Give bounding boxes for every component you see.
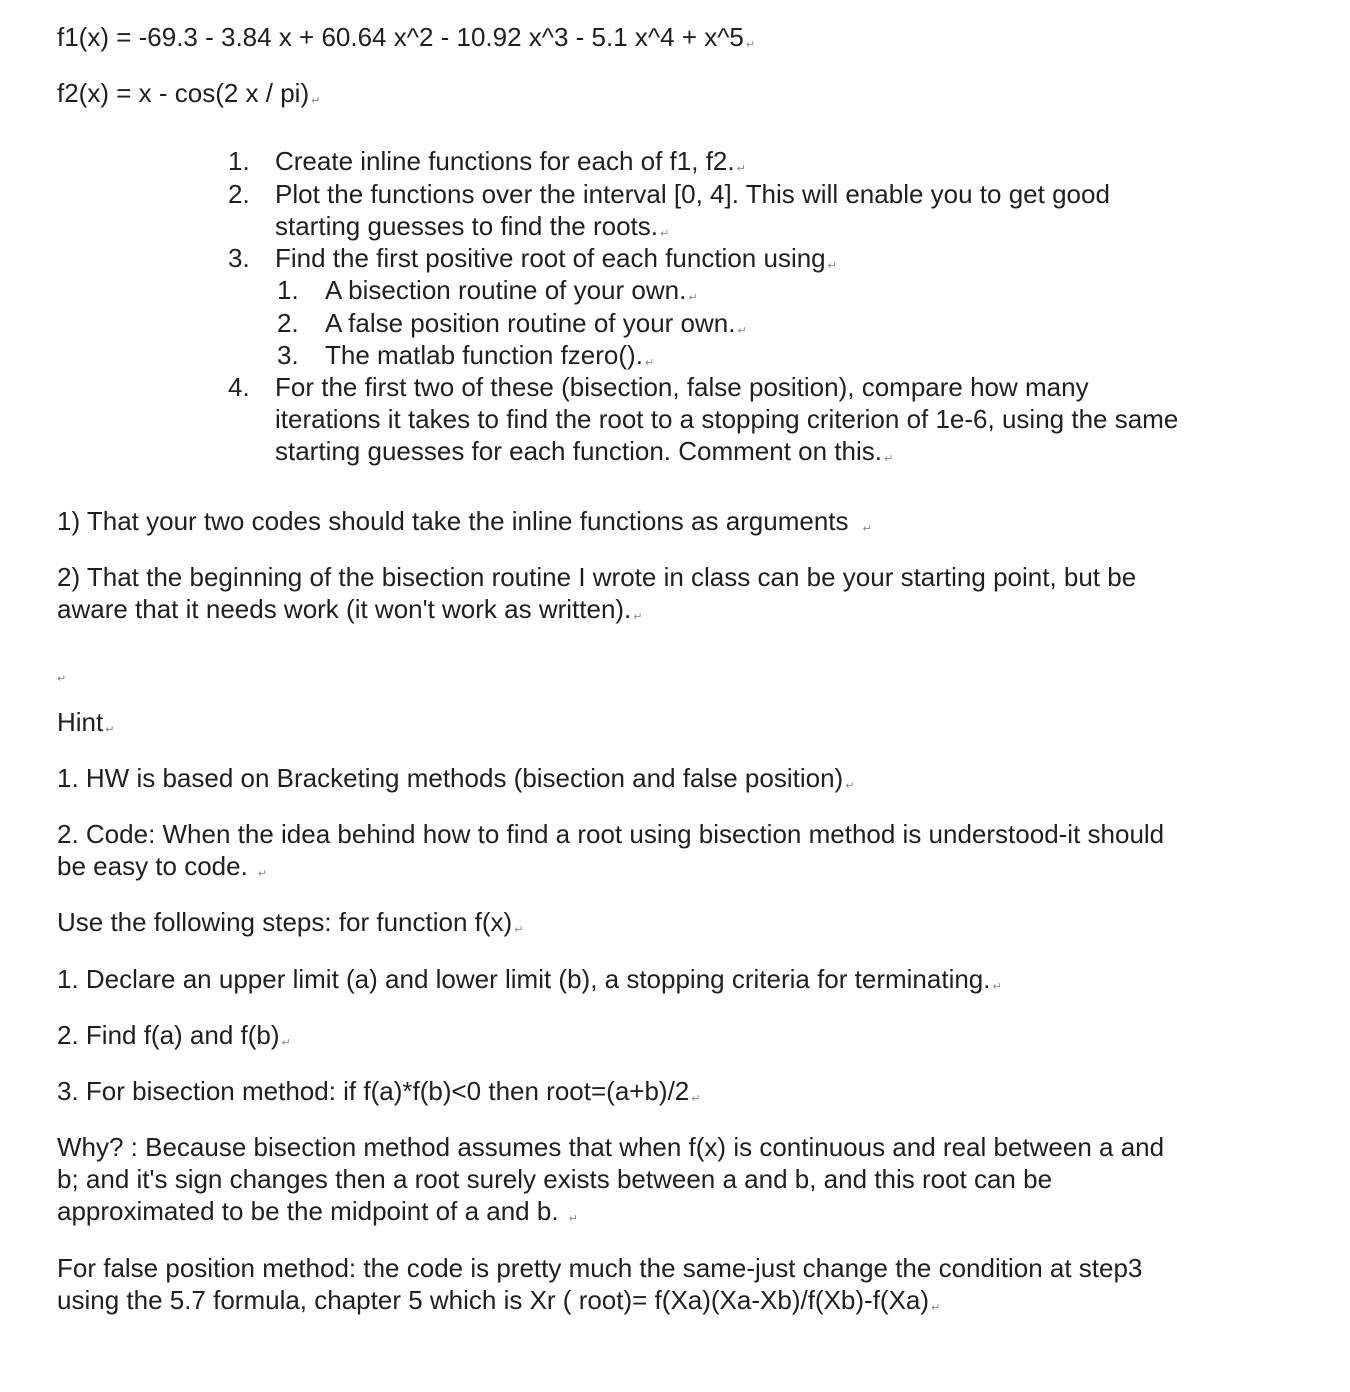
false-position-line-2-text: using the 5.7 formula, chapter 5 which is Xr ( root)= f(Xa)(Xa-Xb)/f(Xb)-f(Xa)	[57, 1285, 930, 1315]
why-line-3-text: approximated to be the midpoint of a and b.	[57, 1196, 559, 1226]
paragraph-mark-icon: ↵	[931, 1301, 941, 1314]
task-4-line-3-text: starting guesses for each function. Comment on this.	[275, 436, 882, 466]
paragraph-mark-icon: ↵	[736, 162, 746, 175]
why-line-1: Why? : Because bisection method assumes that when f(x) is continuous and real between a and	[57, 1132, 1165, 1162]
paragraph-mark-icon: ↵	[281, 1036, 291, 1049]
task-number: 3.	[228, 243, 250, 273]
paragraph-mark-icon: ↵	[660, 227, 670, 240]
paragraph-mark-icon: ↵	[514, 923, 524, 936]
why-line-3	[57, 1195, 578, 1235]
steps-intro	[57, 906, 523, 946]
task-2-line-1: Plot the functions over the interval [0, 4]. This will enable you to get good	[275, 179, 1110, 209]
subtask-number: 1.	[277, 275, 299, 305]
task-1-text: Create inline functions for each of f1, f2.	[275, 146, 735, 176]
function-f1	[57, 21, 755, 61]
hint-2-line-1: 2. Code: When the idea behind how to find a root using bisection method is understood-it should	[57, 819, 1165, 849]
paragraph-mark-icon: ↵	[745, 38, 756, 51]
subtask-number: 2.	[277, 308, 299, 338]
paragraph-mark-icon: ↵	[827, 259, 837, 272]
note-1	[57, 505, 872, 545]
step-2	[57, 1019, 291, 1059]
task-number: 4.	[228, 372, 250, 402]
step-3	[57, 1075, 700, 1115]
function-f1-text: f1(x) = -69.3 - 3.84 x + 60.64 x^2 - 10.92 x^3 - 5.1 x^4 + x^5	[57, 22, 744, 52]
note-2-line-2-text: aware that it needs work (it won't work as written).	[57, 594, 632, 624]
task-4-line-1: For the first two of these (bisection, false position), compare how many	[275, 372, 1089, 402]
empty-paragraph	[57, 655, 66, 695]
paragraph-mark-icon: ↵	[568, 1212, 578, 1225]
hint-2-line-2-text: be easy to code.	[57, 851, 248, 881]
paragraph-mark-icon: ↵	[992, 980, 1002, 993]
subtask-2-text: A false position routine of your own.	[325, 308, 736, 338]
task-number: 2.	[228, 179, 250, 209]
paragraph-mark-icon: ↵	[883, 452, 894, 465]
subtask-3-text: The matlab function fzero().	[325, 340, 643, 370]
why-line-2: b; and it's sign changes then a root surely exists between a and b, and this root can be	[57, 1164, 1053, 1194]
task-2-line-2-text: starting guesses to find the roots.	[275, 211, 658, 241]
step-3-text: 3. For bisection method: if f(a)*f(b)<0 then root=(a+b)/2	[57, 1076, 690, 1106]
paragraph-mark-icon: ↵	[105, 723, 115, 736]
hint-heading-text: Hint	[57, 707, 104, 737]
note-2-line-2	[57, 593, 643, 633]
note-1-text: 1) That your two codes should take the inline functions as arguments	[57, 506, 849, 536]
paragraph-mark-icon: ↵	[862, 522, 872, 535]
function-f2-text: f2(x) = x - cos(2 x / pi)	[57, 78, 310, 108]
paragraph-mark-icon: ↵	[257, 867, 268, 880]
subtask-1-text: A bisection routine of your own.	[325, 275, 687, 305]
false-position-line-2	[57, 1284, 940, 1324]
hint-1-text: 1. HW is based on Bracketing methods (bisection and false position)	[57, 763, 844, 793]
hint-1	[57, 762, 854, 802]
hint-heading	[57, 706, 114, 746]
step-1	[57, 963, 1002, 1003]
subtask-number: 3.	[277, 340, 299, 370]
step-1-text: 1. Declare an upper limit (a) and lower limit (b), a stopping criteria for terminating.	[57, 964, 991, 994]
task-number: 1.	[228, 146, 250, 176]
task-4-line-2: iterations it takes to find the root to a stopping criterion of 1e-6, using the same	[275, 404, 1179, 434]
false-position-line-1: For false position method: the code is pretty much the same-just change the condition at step3	[57, 1253, 1143, 1283]
task-4-line-3	[275, 435, 893, 475]
paragraph-mark-icon: ↵	[633, 610, 643, 623]
step-2-text: 2. Find f(a) and f(b)	[57, 1020, 280, 1050]
paragraph-mark-icon: ↵	[691, 1092, 701, 1105]
paragraph-mark-icon: ↵	[688, 291, 698, 304]
task-3-text: Find the first positive root of each function using	[275, 243, 826, 273]
paragraph-mark-icon: ↵	[737, 324, 747, 337]
paragraph-mark-icon: ↵	[311, 94, 321, 107]
paragraph-mark-icon: ↵	[644, 356, 655, 369]
hint-2-line-2	[57, 850, 267, 890]
note-2-line-1: 2) That the beginning of the bisection routine I wrote in class can be your starting point, but be	[57, 562, 1137, 592]
paragraph-mark-icon: ↵	[845, 779, 855, 792]
steps-intro-text: Use the following steps: for function f(x)	[57, 907, 513, 937]
function-f2	[57, 77, 320, 117]
paragraph-mark-icon: ↵	[57, 672, 67, 685]
